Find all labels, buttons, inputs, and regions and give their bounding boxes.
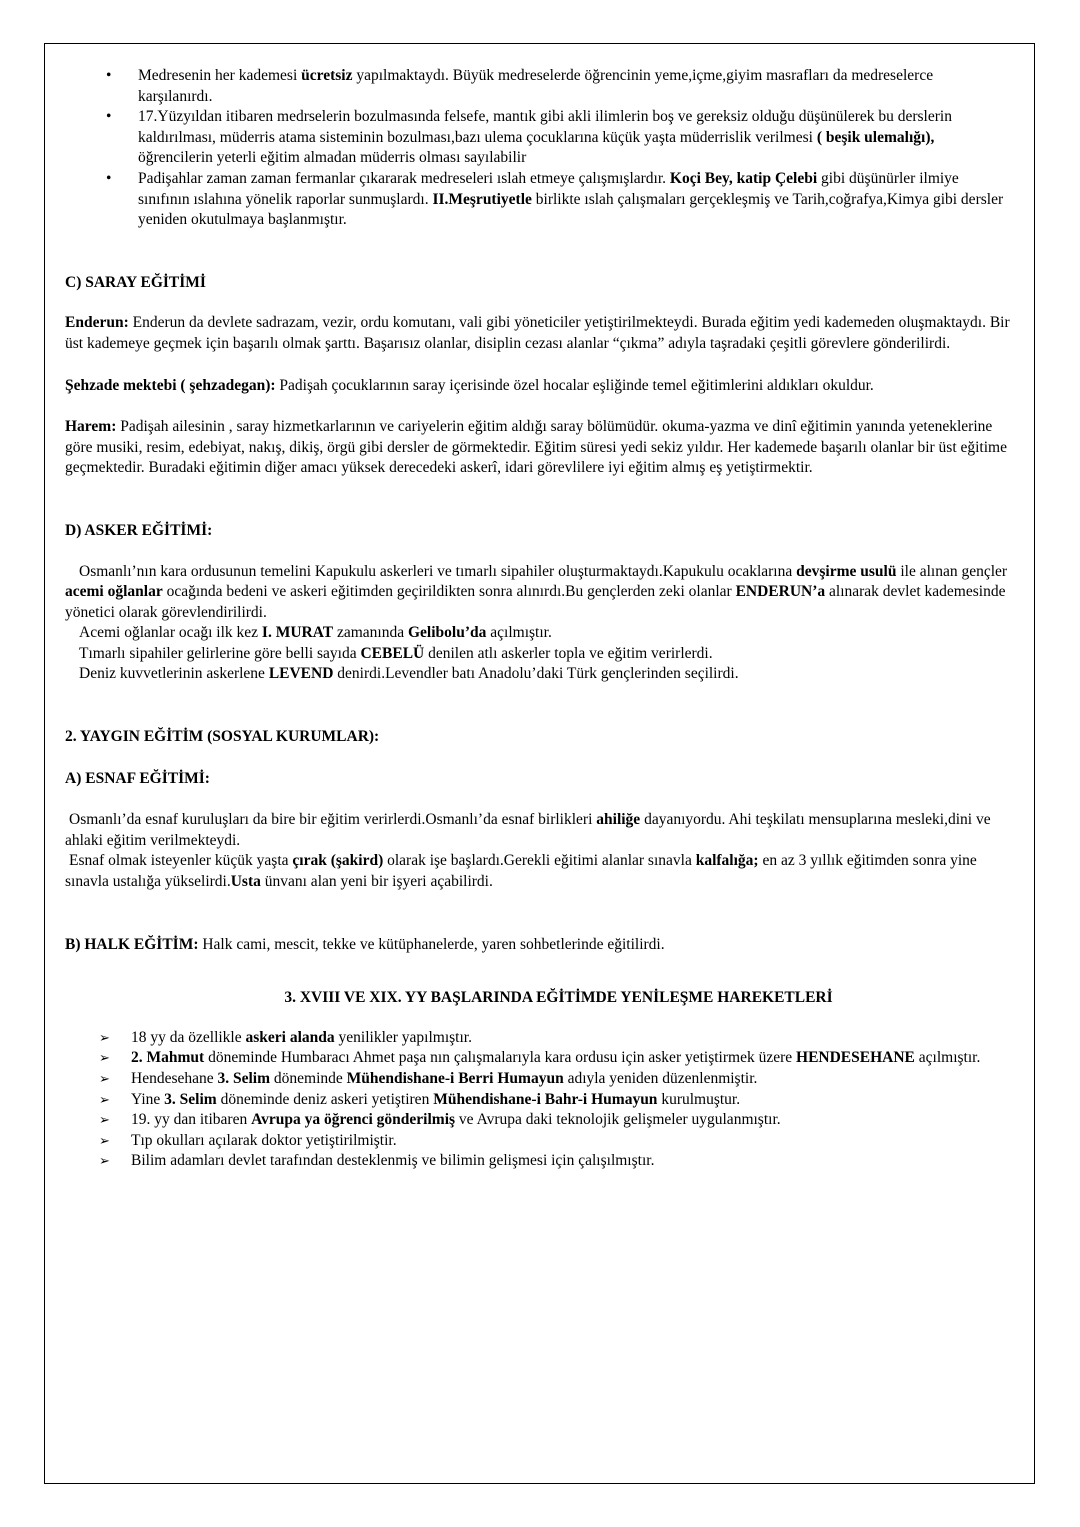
sehzade-paragraph: Şehzade mektebi ( şehzadegan): Padişah çocuklarının saray içerisinde özel hocalar eşliğinde temel eğitimlerini aldıkları okuldur.	[65, 376, 874, 394]
arrow-bullet-icon: ➢	[99, 1071, 110, 1086]
list-item: • Padişahlar zaman zaman fermanlar çıkararak medreseleri ıslah etmeye çalışmışlardır. Koçi Bey, katip Çelebi gibi düşünürler ilmiye sınıfının ıslahına yönelik raporlar sunmuşlardı. II.Meşrutiyetle birlikte ıslah çalışmaları gerçekleşmiş ve Tarih,coğrafya,Kimya gibi dersler yeniden okutulmaya başlanmıştır.	[106, 169, 1004, 229]
esnaf-paragraph: Osmanlı’da esnaf kuruluşları da bire bir eğitim verirlerdi.Osmanlı’da esnaf birlikleri ahiliğe dayanıyordu. Ahi teşkilatı mensuplarına mesleki,dini ve ahlaki eğitim verilmekteydi.	[65, 811, 991, 849]
arrow-bullet-icon: ➢	[99, 1029, 110, 1045]
harem-paragraph: Harem: Padişah ailesinin , saray hizmetkarlarının ve cariyelerin eğitim aldığı saray bölümüdür. okuma-yazma ve dinî eğitimin yanında yeteneklerine göre musiki, resim, edebiyat, nakış, dikiş, örgü gibi dersler de görmektedir. Eğitim süresi yedi sekiz yıldır. Her kademede başarılı olanlar bir üst eğitime geçmektedir. Buradaki eğitimin diğer amacı yüksek derecedeki askerî, idari görevlilere iyi eğitim almış eş yetiştirmektir.	[65, 418, 1007, 477]
esnaf-paragraph: Esnaf olmak isteyenler küçük yaşta çırak (şakird) olarak işe başlardı.Gerekli eğitimi alanlar sınavla kalfalığa; en az 3 yıllık eğitimden sonra yine sınavla ustalığa yükselirdi.Usta ünvanı alan yeni bir işyeri açabilirdi.	[65, 852, 977, 891]
medrese-bullet-list	[65, 66, 1010, 231]
yaygin-heading: 2. YAYGIN EĞİTİM (SOSYAL KURUMLAR):	[65, 728, 380, 746]
arrow-bullet-icon: ➢	[99, 1153, 110, 1169]
arrow-bullet-icon: ➢	[99, 1091, 110, 1107]
bullet-icon: •	[106, 108, 112, 126]
asker-line: Tımarlı sipahiler gelirlerine göre belli sayıda CEBELÜ denilen atlı askerler topla ve eğitim verirlerdi.	[79, 644, 713, 662]
list-item: ➢ Tıp okulları açılarak doktor yetiştirilmiştir.	[65, 1131, 1010, 1152]
saray-heading: C) SARAY EĞİTİMİ	[65, 273, 206, 291]
list-item: ➢ 18 yy da özellikle askeri alanda yenilikler yapılmıştır.	[65, 1028, 1010, 1049]
yenilesme-list	[65, 1028, 1010, 1172]
arrow-bullet-icon: ➢	[99, 1050, 110, 1066]
yenilesme-heading: 3. XVIII VE XIX. YY BAŞLARINDA EĞİTİMDE YENİLEŞME HAREKETLERİ	[284, 989, 833, 1007]
list-item: • 17.Yüzyıldan itibaren medrselerin bozulmasında felsefe, mantık gibi akli ilimlerin boş ve gereksiz olduğu düşünülerek bu derslerin kaldırılması, müderris atama sisteminin bozulması,bazı ulema çocuklarına küçük yaşta müderrislik verilmesi ( beşik ulemalığı), öğrencilerin yeterli eğitim almadan müderris olması sayılabilir	[106, 108, 952, 167]
list-item: ➢ 2. Mahmut döneminde Humbaracı Ahmet paşa nın çalışmalarıyla kara ordusu için asker yetiştirmek üzere HENDESEHANE açılmıştır.	[65, 1048, 1010, 1069]
asker-line: Acemi oğlanlar ocağı ilk kez I. MURAT zamanında Gelibolu’da açılmıştır.	[79, 624, 552, 642]
arrow-bullet-icon: ➢	[99, 1132, 110, 1148]
list-item: ➢ Hendesehane 3. Selim döneminde Mühendishane-i Berri Humayun adıyla yeniden düzenlenmiştir.	[65, 1069, 1010, 1090]
list-item: • Medresenin her kademesi ücretsiz yapılmaktaydı. Büyük medreselerde öğrencinin yeme,içme,giyim masrafları da medreselerce karşılanırdı.	[106, 67, 934, 105]
asker-paragraph: Osmanlı’nın kara ordusunun temelini Kapukulu askerleri ve tımarlı sipahiler oluşturmaktaydı.Kapukulu ocaklarına devşirme usulü ile alınan gençler acemi oğlanlar ocağında bedeni ve askeri eğitimden geçirildikten sonra alınırdı.Bu gençlerden zeki olanlar ENDERUN’a alınarak devlet kademesinde yönetici olarak görevlendirilirdi.	[65, 562, 1008, 621]
list-item: ➢ Yine 3. Selim döneminde deniz askeri yetiştiren Mühendishane-i Bahr-i Humayun kurulmuştur.	[65, 1090, 1010, 1111]
document-body	[65, 66, 1010, 1172]
bullet-icon: •	[106, 169, 112, 187]
list-item: ➢ Bilim adamları devlet tarafından desteklenmiş ve bilimin gelişmesi için çalışılmıştır.	[65, 1151, 1010, 1172]
halk-paragraph: B) HALK EĞİTİM: Halk cami, mescit, tekke ve kütüphanelerde, yaren sohbetlerinde eğitilirdi.	[65, 935, 665, 953]
esnaf-heading: A) ESNAF EĞİTİMİ:	[65, 769, 210, 787]
enderun-paragraph: Enderun: Enderun da devlete sadrazam, vezir, ordu komutanı, vali gibi yöneticiler yetiştirilmekteydi. Burada eğitim yedi kademeden oluşmaktaydı. Bir üst kademeye geçmek için başarılı olmak şarttı. Başarısız olanlar, disiplin cezası alanlar “çıkma” adıyla taşradaki çeşitli görevlere gönderilirdi.	[65, 314, 1010, 352]
asker-line: Deniz kuvvetlerinin askerlene LEVEND denirdi.Levendler batı Anadolu’daki Türk gençlerinden seçilirdi.	[79, 665, 739, 683]
list-item: ➢ 19. yy dan itibaren Avrupa ya öğrenci gönderilmiş ve Avrupa daki teknolojik gelişmeler uygulanmıştır.	[65, 1110, 1010, 1131]
bullet-icon: •	[106, 67, 112, 84]
asker-heading: D) ASKER EĞİTİMİ:	[65, 521, 213, 539]
arrow-bullet-icon: ➢	[99, 1112, 110, 1128]
